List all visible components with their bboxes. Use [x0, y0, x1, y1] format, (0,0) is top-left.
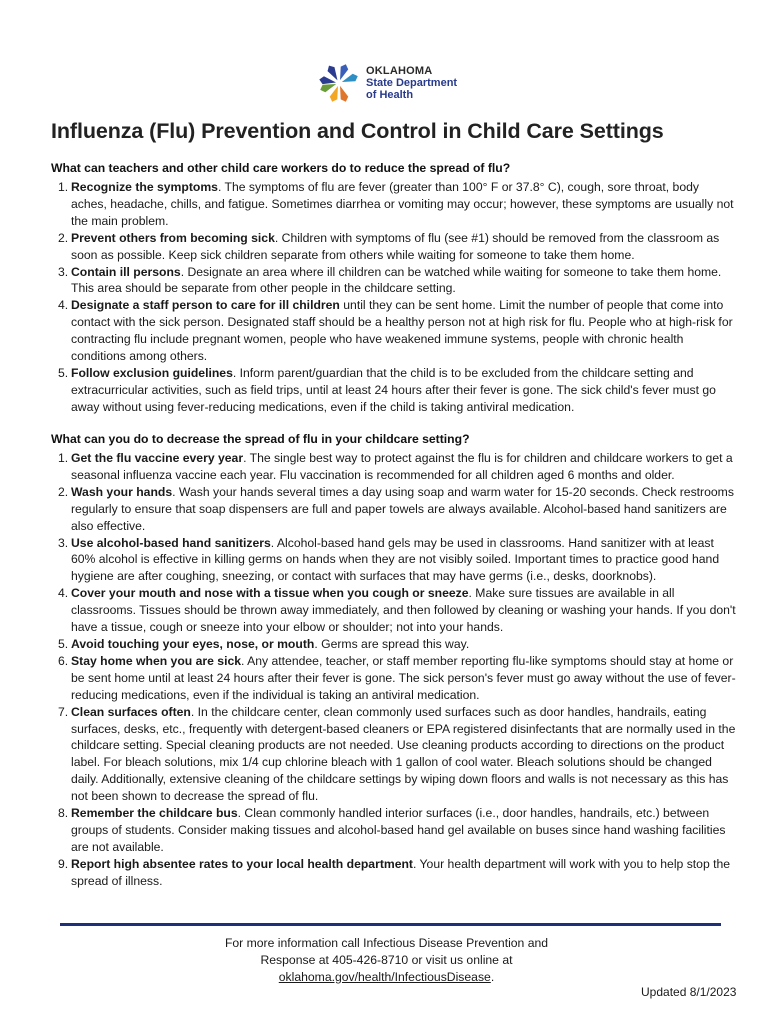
logo-line-state-department: State Department	[366, 77, 458, 89]
childcare-actions-list	[58, 450, 738, 890]
infectious-disease-link[interactable]: oklahoma.gov/health/InfectiousDisease	[278, 970, 491, 984]
footer-line-1: For more information call Infectious Disease Prevention and	[224, 936, 549, 950]
osdh-leaf-cluster-icon	[316, 60, 362, 106]
logo-line-of-health: of Health	[366, 89, 414, 101]
list-item: 9. Report high absentee rates to your local health department. Your health department will work with you to help stop the spread of illness.	[58, 856, 731, 888]
list-item: 7. Clean surfaces often. In the childcare center, clean commonly used surfaces such as door handles, handrails, eating surfaces, desks, etc., frequently with detergent-based cleaners or EPA registered disinfectants that are normally used in the childcare setting. Special cleaning products are not needed. Use cleaning products according to directions on the product label. For bleach solutions, mix 1/4 cup chlorine bleach with 1 gallon of cool water. Bleach solutions should be changed daily. Additionally, extensive cleaning of the childcare settings by wiping down floors and walls is not necessary as this has not been shown to decrease the spread of flu.	[58, 704, 736, 804]
teacher-actions-list	[58, 179, 738, 416]
section-heading-teachers: What can teachers and other child care workers do to reduce the spread of flu?	[51, 161, 511, 175]
logo-line-oklahoma: OKLAHOMA	[366, 65, 433, 77]
list-item: 2. Prevent others from becoming sick. Children with symptoms of flu (see #1) should be removed from the classroom as soon as possible. Keep sick children separate from others while waiting for someone to take them home.	[58, 230, 720, 262]
page-title: Influenza (Flu) Prevention and Control in Child Care Settings	[51, 119, 664, 143]
list-item: 1. Get the flu vaccine every year. The single best way to protect against the flu is for children and childcare workers to get a seasonal influenza vaccine each year. Flu vaccination is recommended for all children aged 6 months and older.	[58, 451, 733, 482]
list-item: 3. Contain ill persons. Designate an area where ill children can be watched while waiting for someone to take them home. This area should be separate from other people in the childcare setting.	[58, 264, 722, 296]
list-item: 8. Remember the childcare bus. Clean commonly handled interior surfaces (i.e., door handles, handrails, etc.) between groups of students. Consider making tissues and alcohol-based hand gel available on buses since hand washing facilities are not available.	[58, 806, 726, 854]
footer-divider	[60, 923, 721, 926]
list-item: 4. Designate a staff person to care for ill children until they can be sent home. Limit the number of people that come into contact with the sick person. Designated staff should be a healthy person not at high risk for flu. People who at high-risk for contracting flu include pregnant women, people who have weakened immune systems, people with chronic health conditions among others.	[58, 298, 733, 364]
list-item: 5. Avoid touching your eyes, nose, or mouth. Germs are spread this way.	[58, 636, 470, 651]
list-item: 6. Stay home when you are sick. Any attendee, teacher, or staff member reporting flu-like symptoms should stay at home or be sent home until at least 24 hours after their fever is gone. The sick person's fever must go away without the use of fever-reducing medications, even if the individual is taking an antiviral medication.	[58, 653, 736, 702]
footer-contact	[0, 935, 773, 986]
footer-line-2: Response at 405-426-8710 or visit us online at	[260, 953, 513, 967]
osdh-logo	[316, 60, 457, 106]
list-item: 3. Use alcohol-based hand sanitizers. Alcohol-based hand gels may be used in classrooms. Hand sanitizer with at least 60% alcohol is effective in killing germs on hands when they are not visibly soiled. Important times to practice good hand hygiene are after coughing, sneezing, or contact with surfaces that may have germs (i.e., desks, doorknobs).	[58, 535, 720, 584]
list-item: 4. Cover your mouth and nose with a tissue when you cough or sneeze. Make sure tissues are available in all classrooms. Tissues should be thrown away immediately, and then followed by cleaning or washing your hands. If you don't have a tissue, cough or sneeze into your elbow or shoulder; not into your hands.	[58, 586, 736, 635]
list-item: 5. Follow exclusion guidelines. Inform parent/guardian that the child is to be excluded from the childcare setting and extracurricular activities, such as field trips, until at least 24 hours after their fever is gone. The sick child's fever must go away without using fever-reducing medications, even if the child is taking antiviral medication.	[58, 365, 716, 414]
footer-link-period: .	[490, 970, 495, 984]
list-item: 2. Wash your hands. Wash your hands several times a day using soap and warm water for 15-20 seconds. Check restrooms regularly to ensure that soap dispensers are full and paper towels are always available. Alcohol-based hand sanitizers are also effective.	[58, 484, 734, 533]
list-item: 1. Recognize the symptoms. The symptoms of flu are fever (greater than 100° F or 37.8° C), cough, sore throat, body aches, headache, chills, and fatigue. Sometimes diarrhea or vomiting may occur; however, these symptoms are usually not the main problem.	[58, 180, 734, 228]
section-heading-childcare-setting: What can you do to decrease the spread of flu in your childcare setting?	[51, 432, 470, 446]
updated-date: Updated 8/1/2023	[641, 985, 737, 999]
